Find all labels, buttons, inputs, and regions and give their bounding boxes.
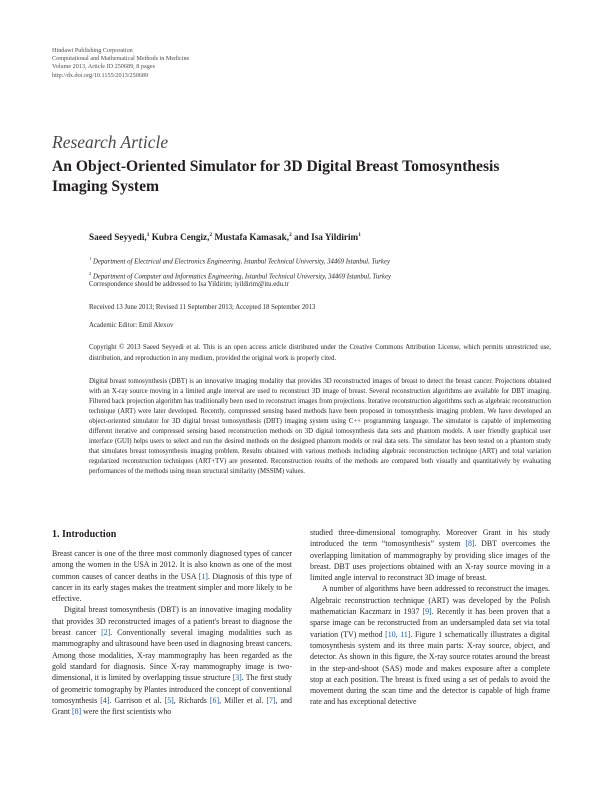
paragraph: Breast cancer is one of the three most commonly diagnosed types of cancer among the women in the USA in 2012. It is also known as one of the most common causes of cancer deaths in the USA [1]. Diagnosis of this type of cancer in its early stages makes the treatment simpler and more likely to be effective.: [52, 549, 293, 604]
publisher: Hindawi Publishing Corporation: [52, 47, 133, 54]
citation-link[interactable]: [2]: [101, 628, 111, 638]
citation-link[interactable]: [6]: [209, 695, 220, 705]
citation-link[interactable]: [3]: [232, 673, 242, 683]
article-dates: Received 13 June 2013; Revised 11 September 2013; Accepted 18 September 2013: [89, 304, 316, 311]
citation-link[interactable]: [5]: [164, 695, 174, 705]
affiliations: [89, 253, 391, 283]
author-name: Saeed Seyyedi,: [89, 232, 147, 243]
article-title: An Object-Oriented Simulator for 3D Digital Breast Tomosynthesis Imaging System: [52, 158, 500, 195]
citation-link[interactable]: [4]: [100, 695, 110, 705]
author-affil-mark: 2: [289, 232, 292, 238]
right-column: [310, 527, 550, 708]
section-heading: 1. Introduction: [52, 529, 117, 540]
journal-name: Computational and Mathematical Methods in Medicine: [52, 55, 190, 63]
author-list: [89, 232, 361, 242]
affiliation-1: $^1$ Department of Electrical and Electronics Engineering, Istanbul Technical University, 34469 Istanbul, Turkey: [89, 256, 390, 266]
author-name: and Isa Yildirim: [294, 232, 359, 243]
volume-info: Volume 2013, Article ID 250689, 8 pages: [52, 63, 155, 71]
citation-link[interactable]: [8]: [465, 539, 475, 549]
left-column: [52, 548, 292, 717]
affiliation-2: $^2$ Department of Computer and Informatics Engineering, Istanbul Technical University, 34469 Istanbul, Turkey: [89, 270, 391, 281]
paragraph: A number of algorithms have been addressed to reconstruct the images. Algebraic reconstruction technique (ART) was developed by the Polish mathematician Kaczmarz in 1937 [9]. Recently it has been proven that a sparse image can be reconstructed from an undersampled data set via total variation (TV) method [10, 11]. Figure 1 schematically illustrates a digital tomosynthesis system and its three main parts: X-ray source, object, and detector. As shown in this figure, the X-ray source rotates around the breast in the step-and-shoot (SAS) mode and makes exposure after a complete stop at each position. The breast is fixed using a set of pedals to avoid the movement during the scan time and the detector is capable of high frame rate and has exceptional detective: [310, 584, 550, 707]
citation-link[interactable]: [9]: [422, 607, 432, 617]
citation-link[interactable]: [7]: [266, 695, 276, 705]
citation-link[interactable]: [1]: [198, 571, 208, 581]
author-affil-mark: 2: [209, 232, 213, 238]
doi-link[interactable]: http://dx.doi.org/10.1155/2013/250689: [52, 71, 149, 79]
article-type: Research Article: [52, 132, 169, 152]
author-affil-mark: 1: [358, 232, 361, 238]
academic-editor: Academic Editor: Emil Alexov: [89, 322, 174, 329]
author-name: Kubra Cengiz,: [151, 232, 210, 243]
journal-header: [52, 47, 189, 80]
correspondence: Correspondence should be addressed to Isa Yildirim; iyildirim@itu.edu.tr: [89, 281, 289, 288]
citation-link[interactable]: [8]: [71, 707, 82, 717]
abstract: Digital breast tomosynthesis (DBT) is an innovative imaging modality that provides 3D reconstructed images of breast to detect the breast cancer. Projections obtained with an X-ray source moving in a limited angle interval are used to reconstruct 3D image of breast. Several reconstruction algorithms are available for DBT imaging. Filtered back projection algorithm has traditionally been used to reconstruct images from projections. Iterative reconstruction algorithms such as algebraic reconstruction technique (ART) were later developed. Recently, compressed sensing based methods have been proposed in tomosynthesis imaging problem. We have developed an object-oriented simulator for 3D digital breast tomosynthesis (DBT) imaging system using C++ programming language. The simulator is capable of implementing different iterative and compressed sensing based reconstruction methods on 3D digital tomosynthesis data sets and phantom models. A user friendly graphical user interface (GUI) helps users to select and run the desired methods on the designed phantom models or real data sets. The simulator has been tested on a phantom study that simulates breast tomosynthesis imaging problem. Results obtained with various methods including algebraic reconstruction technique (ART) and total variation regularized reconstruction techniques (ART+TV) are presented. Reconstruction results of the methods are compared both visually and quantitatively by evaluating performances of the methods using mean structural similarity (MSSIM) values.: [89, 378, 551, 475]
copyright-notice: Copyright © 2013 Saeed Seyyedi et al. This is an open access article distributed under the Creative Commons Attribution License, which permits unrestricted use, distribution, and reproduction in any medium, provided the original work is properly cited.: [89, 344, 551, 362]
author-affil-mark: 1: [146, 232, 150, 238]
paragraph: studied three-dimensional tomography. Moreover Grant in his study introduced the term “tomosynthesis” system [8]. DBT overcomes the overlapping limitation of mammography by providing slice images of the breast. DBT uses projections obtained with an X-ray source moving in a limited angle interval to reconstruct 3D image of breast.: [310, 528, 550, 583]
citation-link[interactable]: [10, 11]: [385, 629, 411, 639]
author-name: Mustafa Kamasak,: [214, 232, 289, 243]
paragraph: Digital breast tomosynthesis (DBT) is an innovative imaging modality that provides 3D reconstructed images of a patient's breast to diagnose the breast cancer [2]. Conventionally several imaging modalities such as mammography and ultrasound have been used in diagnosing breast cancers. Among those modalities, X-ray mammography has been regarded as the gold standard for diagnosis. Since X-ray mammography image is two-dimensional, it is limited by overlapping tissue structure [3]. The first study of geometric tomography by Plantes introduced the concept of conventional tomosynthesis [4]. Garrison et al. [5], Richards [6], Miller et al. [7], and Grant [8] were the first scientists who: [52, 605, 293, 717]
